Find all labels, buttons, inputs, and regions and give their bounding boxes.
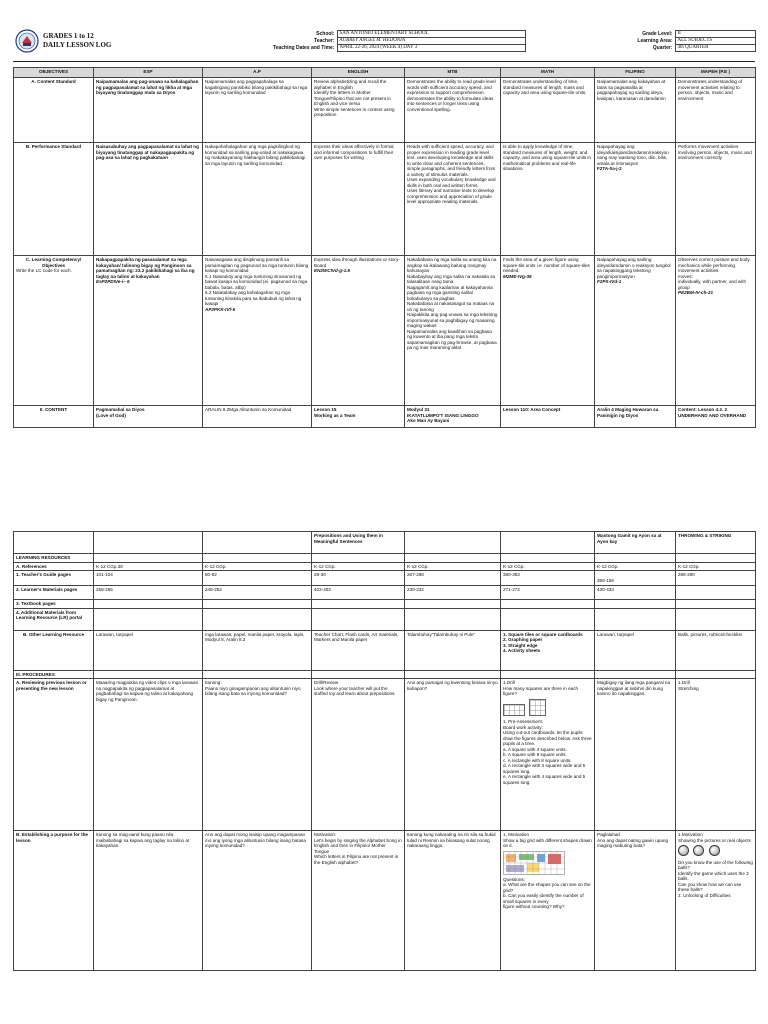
cell-math: Is able to apply knowledge of time, standard measures of length, weight, and capacity, and area using square-tile units in mathematical problems and real-life situations.: [501, 143, 595, 256]
row-label: A. Content Standard: [14, 78, 94, 143]
cell-filipino: [595, 143, 676, 256]
cell-ap: K-12 CGp.: [203, 562, 312, 571]
cell-esp: [94, 532, 203, 554]
mapeh-motivation-text: 1.Motivation Showing the pictures or real objects: [678, 832, 751, 843]
square-figure-grid: [529, 699, 546, 716]
cell-filipino: 430-433: [595, 586, 676, 600]
row-learning-resources: [14, 554, 756, 563]
cell-mtb: 267-268: [405, 571, 501, 586]
row-textbook-pages: [14, 600, 756, 609]
filipino-performance-text: Napapahayag ang ideya/kaisipan/damdamin/reaksyon nang may wastong tono, diin, bilis, antala at intonasyon: [597, 144, 669, 166]
cell-esp: Maaaring magpakita ng video clips o mga larawan na nagpapakita ng pagpapasalamat at pagbabahagi sa kapwa ng talino at kakayahang bigay ng Panginoon.: [94, 679, 203, 831]
filipino-lc-code: F2PS-IVd-1: [597, 279, 622, 284]
col-header-math: MATH: [501, 68, 595, 78]
row-label: A. References: [14, 562, 94, 571]
cell-ap: Ano ang dapat mong isaisip upang magampanan mo ang iyong mga alituntunin bilang isang batasa inyong komunidad?: [203, 831, 312, 971]
cell-esp: Itanong sa mag-aaral kung paano nila maibabahagi sa kapwa ang taglay na talino at kakayahan.: [94, 831, 203, 971]
col-header-mtb: MTB: [405, 68, 501, 78]
row-additional-materials: [14, 608, 756, 630]
cell-esp: Larawan, tarpapel: [94, 630, 203, 670]
cell-math: [501, 831, 595, 971]
header-divider: [13, 61, 755, 62]
cell-ap: [203, 256, 312, 406]
cell-filipino: Wastong Gamit ng Ayon sa at Ayon kay: [595, 532, 676, 554]
row-label: 2. Learner's Materials pages: [14, 586, 94, 600]
dates-label: Teaching Dates and Time:: [273, 44, 335, 51]
english-lc-text: Express idea through illustrations or story-Board: [314, 257, 400, 268]
tennis-ball-icon: [709, 845, 720, 856]
row-label: III. PROCEDURES: [14, 670, 94, 679]
row-label: 3. Textbook pages: [14, 600, 94, 609]
col-header-objectives: OBJECTIVES: [14, 68, 94, 78]
cell-ap: Itanong: Paano niyo ginagampanan ang alituntunin niyo bilang isang bata sa inyong komunidad?: [203, 679, 312, 831]
cell-esp: K-12 CGp.38: [94, 562, 203, 571]
cell-english: 402-403: [312, 586, 405, 600]
math-lc-code: M2ME-IVg-36: [503, 273, 532, 279]
cell-math: 1. Square tiles or square cardboards 2. Graphing paper 3. Straight edge 4. Activity sheets: [501, 630, 595, 670]
quarter-label: Quarter:: [652, 44, 673, 51]
row-reviewing: [14, 679, 756, 831]
grade-value: II: [675, 31, 755, 38]
cell-mtb: Itanong kung nakarating na rin sila sa bukid tulad ni Resmin sa binasang sulat noong nakaraang linggo.: [405, 831, 501, 971]
mapeh-lc-code: PE2BM-IV-ch-21: [678, 290, 714, 295]
cell-mtb: Nakababasa ng mga salita sa unang kita na angkop sa ikalawang baitang nangmay kahusayan Nababaybay ang mga salita na nakatala sa talasalitaan nang tama Nagagamit ang kaalaman at kakayahansa pagbasa ng mga gamiting salita/ bokabularyo sa pagbas Nakababasa at nakasasagot sa mataas na uri ng tanong Naipakikita ang pag-unawa sa mga tekstong impormasyunal sa pagbibigay ng maaaring maging wakas Naipamamalas ang kawilihan sa pagbasa ng kuwento at iba pang mga teksto sapamamagitan ng pag-browse, at pagbasa pa ng mas maraming aklat: [405, 256, 501, 406]
cell-mapeh: THROWING & STRIKING: [676, 532, 756, 554]
cell-english: 28-30: [312, 571, 405, 586]
cell-math: 271-272: [501, 586, 595, 600]
row-label: B. Other Learning Resource: [14, 630, 94, 670]
cell-english: Prepositions and Using them in Meaningful Sentences: [312, 532, 405, 554]
cell-ap: 80-82: [203, 571, 312, 586]
cell-mtb: Reads with sufficient speed, accuracy, and proper expression in reading grade level text. uses developing knowledge and skills to write clear and coherent sentences, simple paragraphs, and friendly letters from a variety of stimulus materials. Uses expanding vocabulary knowledge and skills in both oral and written forms. Uses literary and narrative texts to develop comprehension and appreciation of grade level appropriate reading materials.: [405, 143, 501, 256]
row-label: [14, 532, 94, 554]
row-label: A. Reviewing previous lesson or presenting the new lesson: [14, 679, 94, 831]
cell-mapeh: [676, 586, 756, 600]
col-header-mapeh: MAPEH (P.E ): [676, 68, 756, 78]
row-label: B. Performance Standard: [14, 143, 94, 256]
cell-ap: [203, 532, 312, 554]
row-content: [14, 406, 756, 428]
cell-math: K-12 CGp.: [501, 562, 595, 571]
cell-filipino: K-12 CGp.: [595, 562, 676, 571]
cell-mtb: Ano ang pamagat ng kwentong binasa ninyo kahapon?: [405, 679, 501, 831]
row-label: LEARNING RESOURCES: [14, 554, 94, 563]
cell-filipino: Larawan, tarpapel: [595, 630, 676, 670]
ball-pictures: [678, 845, 753, 858]
cell-ap: Naipamamalas ang pagpapahalaga sa kagalingang pansibiko bilang pakikibahagi sa mga layunin ng sariling komunidad: [203, 78, 312, 143]
math-lc-text: Finds the area of a given figure using square-tile units i.e. number of square-tiles needed.: [503, 257, 590, 273]
deped-seal-icon: [15, 29, 39, 53]
lc-label: C. Learning Competency/ Objectives: [25, 257, 82, 268]
cell-english: Teacher Chart, Flash cards, Art materials, Markers and Manila paper: [312, 630, 405, 670]
cell-mtb: 230-232: [405, 586, 501, 600]
cell-mtb: Talambuhay"Talambuhay ni Pule": [405, 630, 501, 670]
cell-mapeh: Balls, pictures, rubrics/checklist: [676, 630, 756, 670]
row-other-resources: [14, 630, 756, 670]
cell-mapeh: 286-290: [676, 571, 756, 586]
row-references: [14, 562, 756, 571]
cell-math: Demonstrates understanding of time, standard measures of length, mass and capacity and area using square-tile units.: [501, 78, 595, 143]
row-establishing: [14, 831, 756, 971]
cell-math: 380-383: [501, 571, 595, 586]
cell-mapeh: Performs movement activities involving person, objects, music and environment correctly: [676, 143, 756, 256]
mapeh-lc-text: Observes correct posture and body mechanics while performing movement activities moves: individually, with partner, and with group: [678, 257, 750, 290]
mapeh-questions-text: Do you know the use of the following balls? Identify the game which uses the 3 balls. Can you show how we can use these balls? 2. Unlocking of Difficulties: [678, 859, 753, 898]
cell-mapeh: [676, 256, 756, 406]
cell-math: Lesson 110: Area Concept: [501, 406, 595, 428]
area-value: ALL SUBJECTS: [675, 38, 755, 45]
cell-english: Drill/Review Look where your teacher will put the stuffed toy and learn about prepositions.: [312, 679, 405, 831]
row-label: II. CONTENT: [14, 406, 94, 428]
cell-filipino: Magbigay ng ilang mga pangaral na napakinggan at sabihin din kung kanino ito napakinggan.: [595, 679, 676, 831]
row-learning-competency: [14, 256, 756, 406]
area-label: Learning Area:: [637, 37, 673, 44]
document-header: [13, 28, 755, 58]
header-info-table: [239, 30, 756, 52]
cell-esp: 101-104: [94, 571, 203, 586]
teacher-value: AUBREY ANGEL M. HEDONIA: [337, 38, 525, 45]
math-motivation-text: 1. Motivation Show a big grid with different shapes drawn on it.: [503, 832, 592, 848]
ap-lc-code: AP2PKK-IVf-5: [205, 306, 236, 312]
row-label: B. Establishing a purpose for the lesson: [14, 831, 94, 971]
filipino-lc-text: Naipapahayag ang sariling ideya/damdamin o reaksyon tungkol sa napakinggang tekstong pangimpormasyon: [597, 257, 671, 279]
row-topics: [14, 532, 756, 554]
shapes-grid-image: [503, 851, 565, 875]
col-header-esp: ESP: [94, 68, 203, 78]
cell-math: [501, 256, 595, 406]
cell-english: [312, 256, 405, 406]
cell-ap: Nakapahahalagahan ang mga pagkilingkod ng komunidad sa sariling pag-unlad at nakakagawa ng makakayanang hakbangin bilang pakikibahagi sa mga layunin ng sariling komunidad: [203, 143, 312, 256]
lc-sublabel: Write the LC code for each.: [16, 268, 72, 273]
cell-esp: Naisasabuhay ang pagpapasalamat sa lahat ng biyayang tinatanggap at nakapagpapakita ng pag-asa sa lahat ng pagkakataon: [94, 143, 203, 256]
cell-filipino: Aralin 4 Maging Huwaran sa Paninigin ng Diyos: [595, 406, 676, 428]
cell-filipino: Paglalahad Ano ang dapat nating gawin upang maging mabuting bata?: [595, 831, 676, 971]
lesson-log-page-2: [13, 531, 755, 971]
grade-label: Grade Level:: [642, 30, 673, 37]
cell-ap: 248-252: [203, 586, 312, 600]
cell-english: Review alphabetizing and recall the alphabet in English Identify the letters in Mother Tongue/Filipino that are not present in English and vice versa Write simple sentences in context using preposition: [312, 78, 405, 143]
filipino-lc-code: F2TA-0a-j-2: [597, 166, 622, 171]
cell-esp: [94, 256, 203, 406]
teacher-label: Teacher:: [314, 37, 335, 44]
english-lc-code: EN2WCIVd-g-1.6: [314, 268, 350, 273]
cell-english: Motivation: Let's begin by singing the Alphabet Song in English and then in Filipino/ Mother Tongue Which letters in Filipino are not present in the English alphabet?: [312, 831, 405, 971]
volleyball-icon: [678, 845, 689, 856]
col-header-filipino: FILIPINO: [595, 68, 676, 78]
resources-procedures-table: [13, 531, 756, 971]
row-tg-pages: [14, 571, 756, 586]
row-content-standard: [14, 78, 756, 143]
col-header-english: ENGLISH: [312, 68, 405, 78]
esp-lc-text: Nakapagpapakita ng pasasalamat sa mga kakayahan/ talinong bigay ng Panginoon sa pamamagitan ng: 23.2 pakikibahagi sa iba ng taglay na talino at kakayahan: [96, 257, 195, 279]
cell-filipino: Naipamamalas ang kakayahan at tatas sa pagsasalita at pagpapahayag ng sariling ideya, kaisipan, karanasan at damdamin: [595, 78, 676, 143]
cell-mtb: K-12 CGp.: [405, 562, 501, 571]
math-questions-text: Questions: a. What are the shapes you can see on the grid? b. Can you easily identify the number of small squares in every figure without counting? Why?: [503, 876, 591, 909]
row-performance-standard: [14, 143, 756, 256]
cell-filipino: 358-159: [595, 571, 676, 586]
cell-mtb: Demonstrates the ability to read grade level words with sufficient accuracy speed, and expression to support comprehension. demonstrates the ability to formulate ideas into sentences or longer texts using conventional spelling.: [405, 78, 501, 143]
cell-filipino: [595, 256, 676, 406]
cell-mapeh: [676, 831, 756, 971]
row-label: 4. Additional Materials from Learning Resource (LR) portal: [14, 608, 94, 630]
lesson-log-page-1: [13, 67, 755, 428]
cell-mapeh: Demonstrates understanding of movement activities relating to person, objects, music and environment: [676, 78, 756, 143]
row-label: [14, 256, 94, 406]
col-header-ap: A.P: [203, 68, 312, 78]
cell-english: Lesson 15 Working as a Team: [312, 406, 405, 428]
esp-lc-code: EsP2PDIVe-i– 6: [96, 279, 130, 284]
cell-esp: Naipamamalas ang pag-unawa sa kahalagahan ng pagpapasalamat sa lahat ng likha at mga biyayang tinatanggap mula sa Diyos: [94, 78, 203, 143]
cell-mapeh: K-12 CGp.: [676, 562, 756, 571]
cell-ap: ARALIN 8.2Mga Alituntunin sa Komunidad: [203, 406, 312, 428]
math-drill-text: 1.Drill How many squares are there in each figure?: [503, 680, 579, 696]
cell-esp: Pagmamahal sa Diyos (Love of God): [94, 406, 203, 428]
row-procedures: [14, 670, 756, 679]
cell-ap: mga larawan, papel, manila paper, krayola, lapis, Modyul 8, Aralin 8.2: [203, 630, 312, 670]
cell-mapeh: Content: Lesson 4.2. 2 UNDERHAND AND OVERHAND: [676, 406, 756, 428]
objectives-table: [13, 67, 756, 428]
math-preassessment-text: 1. Pre-Assessment: Board work activity: Using cut-out cardboards, let the pupils draw the figures described below. Ask three pupils at a time. a. A square with 4 square units. b. A square with 9 square units. c. A rectangle with 8 square units. d. A rectangle with 3 squares wide and 5 squares long. e. A rectangle with 4 squares wide and 5 squares long.: [503, 719, 592, 785]
document-title: GRADES 1 to 12 DAILY LESSON LOG: [43, 32, 112, 49]
cell-english: K-12 CGp.: [312, 562, 405, 571]
cell-mapeh: 1.Drill Stretching: [676, 679, 756, 831]
cell-esp: 258-265: [94, 586, 203, 600]
cell-mtb: Modyul 31 IKATATLUMPO'T ISANG LINGGO Ako Man Ay Bayani: [405, 406, 501, 428]
row-lm-pages: [14, 586, 756, 600]
cell-english: Express their ideas effectively in formal and informal compositions to fulfill their own purposes for writing: [312, 143, 405, 256]
school-label: School:: [316, 30, 335, 37]
school-value: SAN ANTONIO ELEMENTARY SCHOOL: [337, 31, 525, 38]
cell-math: [501, 532, 595, 554]
soccer-ball-icon: [693, 845, 704, 856]
cell-math: [501, 679, 595, 831]
square-figure-grid: [503, 704, 525, 716]
cell-mtb: [405, 532, 501, 554]
quarter-value: 4th QUARTER: [675, 45, 755, 52]
ap-lc-text: Naisasagawa ang disiplinang pansarili sa pamamagitan ng pagsunod sa mga tuntunin bilang kasapi ng komunidad 5.1 Natutukoy ang mga tuntuning sinusunod ng bawat kasapi sa komunidad (ei. pagsunod sa mga babala, batas, atbp) 5.2 Natatalakay ang kahalagahan ng mga tuntuning itinakda para sa ikabubuti ng lahat ng kasapi: [205, 257, 309, 306]
row-label: 1. Teacher's Guide pages: [14, 571, 94, 586]
dates-value: APRIL 22-26, 2024 (WEEK 4) DAY 3: [337, 45, 525, 52]
